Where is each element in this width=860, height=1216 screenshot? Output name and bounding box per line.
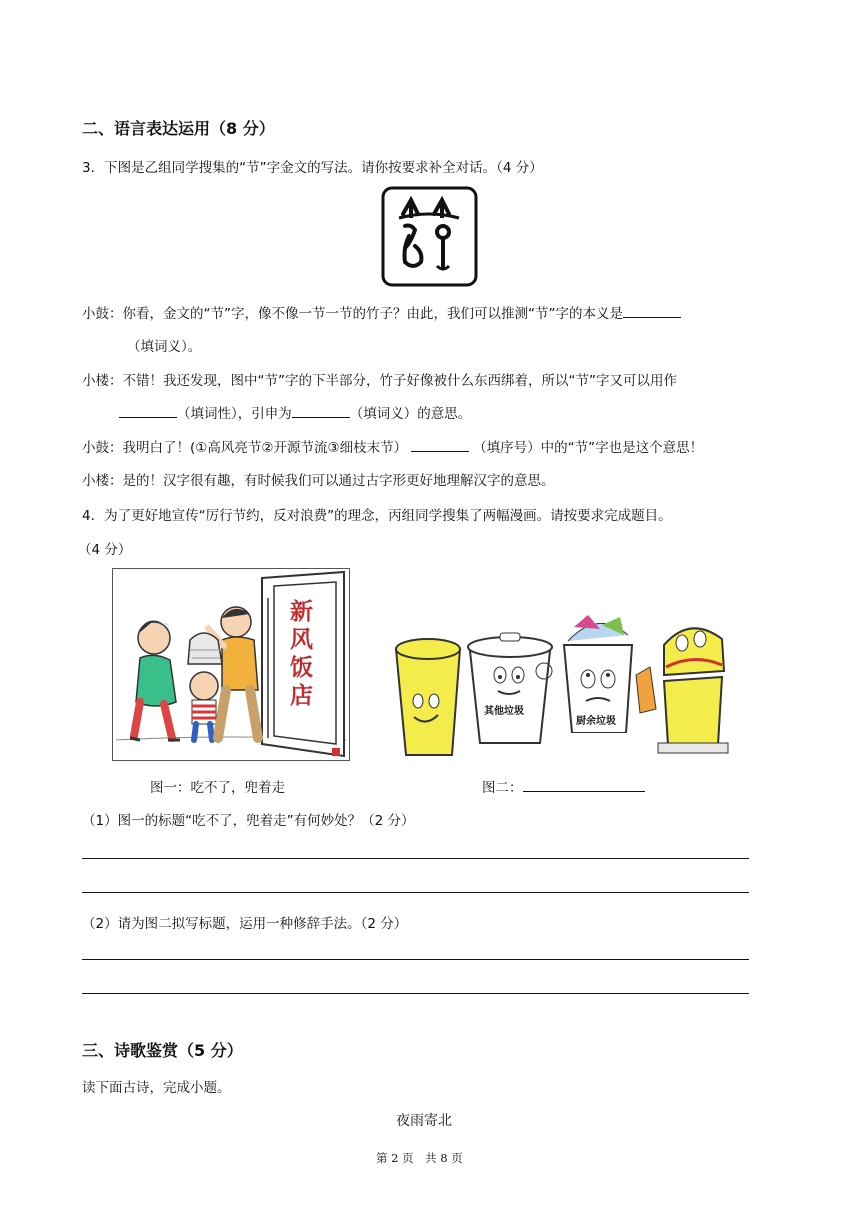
- answer-line[interactable]: [82, 993, 749, 994]
- poem-title: 夜雨寄北: [396, 1113, 452, 1129]
- section-heading: 二、语言表达运用（8 分）: [82, 119, 275, 138]
- sign-char: 店: [290, 683, 313, 709]
- bin-label-kitchen: 厨余垃圾: [576, 716, 616, 727]
- subquestion-1: （1）图一的标题“吃不了，兜着走”有何妙处？（2 分）: [82, 813, 415, 829]
- dialogue-text: 小鼓：你看，金文的“节”字，像不像一节一节的竹子？由此，我们可以推测“节”字的本义是: [82, 306, 623, 322]
- sign-char: 饭: [290, 655, 313, 681]
- comic-1-image: [112, 568, 350, 761]
- answer-line[interactable]: [82, 959, 749, 960]
- question-4-stem: 4．为了更好地宣传“厉行节约，反对浪费”的理念，丙组同学搜集了两幅漫画。请按要求完成题目。: [82, 508, 672, 524]
- caption-text: 图二：: [482, 780, 523, 796]
- comic-1-caption: 图一：吃不了，兜着走: [150, 780, 285, 796]
- section-3-intro: 读下面古诗，完成小题。: [82, 1080, 231, 1096]
- dialogue-line-1-cont: （填词义）。: [127, 339, 202, 355]
- dialogue-line-1: [82, 302, 681, 322]
- answer-blank[interactable]: [119, 403, 177, 418]
- dialogue-line-4: 小楼：是的！汉字很有趣，有时候我们可以通过古字形更好地理解汉字的意思。: [82, 473, 555, 489]
- dialogue-line-3: [82, 436, 703, 456]
- answer-blank[interactable]: [411, 437, 469, 452]
- question-4-points: （4 分）: [78, 542, 132, 558]
- comic-2-caption: [482, 776, 645, 796]
- dialogue-text: 小鼓：我明白了！(①高风亮节②开源节流③细枝末节）: [82, 440, 408, 456]
- answer-blank[interactable]: [292, 403, 350, 418]
- dialogue-line-2: 小楼：不错！我还发现，图中“节”字的下半部分，竹子好像被什么东西绑着，所以“节”字又可以用作: [82, 373, 677, 389]
- title-blank[interactable]: [523, 777, 645, 792]
- answer-blank[interactable]: [623, 303, 681, 318]
- answer-line[interactable]: [82, 858, 749, 859]
- dialogue-text: （填词义）的意思。: [349, 406, 472, 422]
- dialogue-text: （填词性），引申为: [177, 406, 292, 422]
- section-heading: 三、诗歌鉴赏（5 分）: [82, 1041, 243, 1060]
- sign-char: 新: [290, 599, 313, 625]
- answer-line[interactable]: [82, 892, 749, 893]
- dialogue-line-2-cont: [119, 402, 471, 422]
- comic-trash-bins-illustration: [388, 605, 730, 765]
- page-footer: 第 2 页 共 8 页: [376, 1151, 463, 1165]
- bin-label-other: 其他垃圾: [484, 706, 524, 717]
- sign-char: 风: [290, 627, 313, 653]
- dialogue-text: （填序号）中的“节”字也是这个意思！: [473, 440, 704, 456]
- question-3-stem: 3．下图是乙组同学搜集的“节”字金文的写法。请你按要求补全对话。（4 分）: [82, 160, 543, 176]
- restaurant-sign: [290, 598, 320, 710]
- subquestion-2: （2）请为图二拟写标题，运用一种修辞手法。（2 分）: [82, 916, 408, 932]
- jinwen-jie-image: [381, 186, 478, 287]
- jinwen-character-icon: [381, 186, 478, 287]
- comic-2-image: [388, 605, 730, 765]
